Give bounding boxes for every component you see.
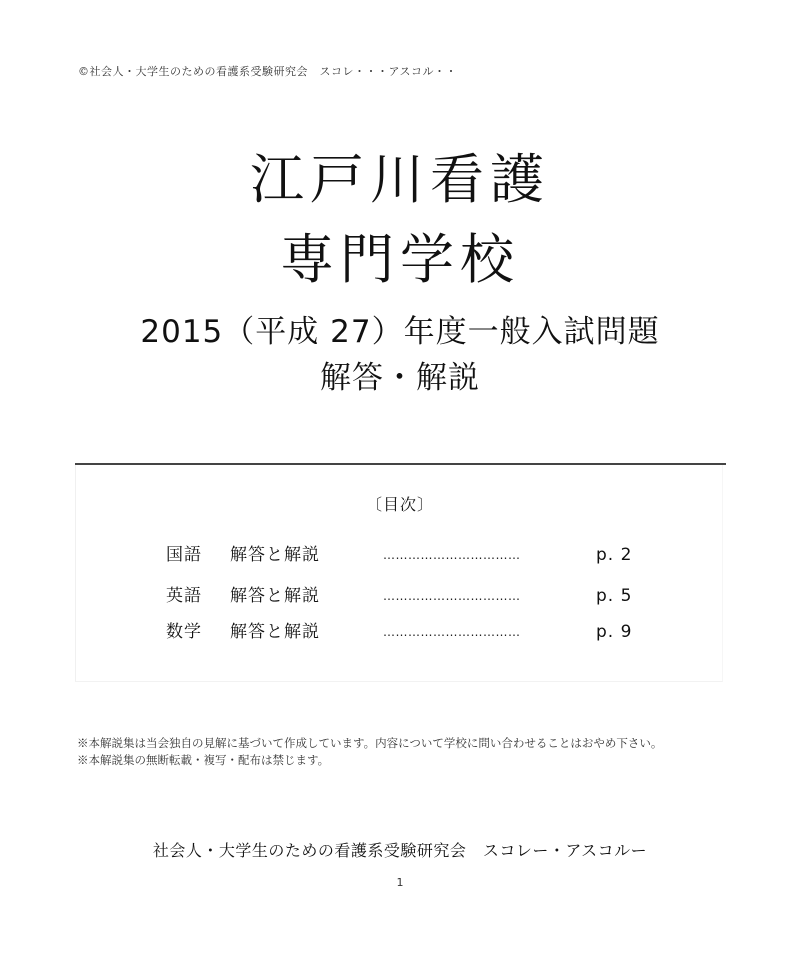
toc-leader-dots: ……………………………	[383, 589, 521, 603]
toc-leader-dots: ……………………………	[383, 625, 521, 639]
toc-page-number: p. 9	[596, 622, 633, 642]
answers-explanations-title: 解答・解説	[320, 360, 480, 396]
page-number: 1	[396, 876, 404, 889]
copyright-header: ©社会人・大学生のための看護系受験研究会 スコレ・・・アスコル・・	[78, 65, 458, 78]
disclaimer-note-2: ※本解説集の無断転載・複写・配布は禁じます。	[77, 753, 330, 767]
toc-page-number: p. 2	[596, 545, 633, 565]
toc-entry-english[interactable]	[0, 583, 800, 609]
disclaimer-notes	[77, 735, 737, 769]
toc-page-number: p. 5	[596, 586, 633, 606]
toc-entry-japanese[interactable]	[0, 542, 800, 568]
toc-subject: 英語	[166, 586, 202, 606]
toc-description: 解答と解説	[230, 586, 320, 606]
school-name-line-2: 専門学校	[280, 228, 520, 291]
toc-description: 解答と解説	[230, 622, 320, 642]
toc-subject: 数学	[166, 622, 202, 642]
school-name-line-1: 江戸川看護	[250, 148, 550, 211]
toc-description: 解答と解説	[230, 545, 320, 565]
disclaimer-note-1: ※本解説集は当会独自の見解に基づいて作成しています。内容について学校に問い合わせることはおやめ下さい。	[77, 736, 663, 750]
exam-year-title: 2015（平成 27）年度一般入試問題	[140, 314, 660, 350]
toc-subject: 国語	[166, 545, 202, 565]
toc-entry-math[interactable]	[0, 619, 800, 645]
footer-organization: 社会人・大学生のための看護系受験研究会 スコレー・アスコルー	[152, 841, 648, 860]
toc-heading: 〔目次〕	[365, 495, 434, 514]
toc-leader-dots: ……………………………	[383, 548, 521, 562]
